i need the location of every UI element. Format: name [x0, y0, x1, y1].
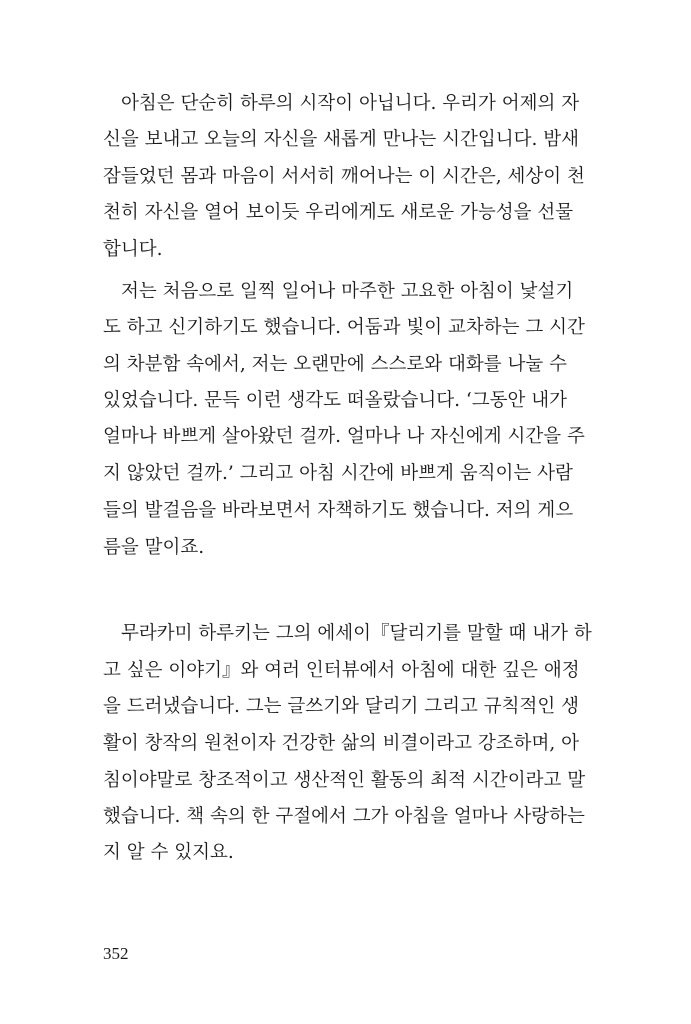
text-line: 침이야말로 창조적이고 생산적인 활동의 최적 시간이라고 말 — [103, 770, 586, 791]
text-line: 신을 보내고 오늘의 자신을 새롭게 만나는 시간입니다. 밤새 — [103, 129, 579, 150]
text-line: 얼마나 바쁘게 살아왔던 걸까. 얼마나 나 자신에게 시간을 주 — [103, 426, 585, 447]
text-line: 지 알 수 있지요. — [103, 842, 234, 863]
text-line: 들의 발걸음을 바라보면서 자책하기도 했습니다. 저의 게으 — [103, 500, 574, 521]
text-line: 름을 말이죠. — [103, 537, 205, 558]
text-line: 지 않았던 걸까.’ 그리고 아침 시간에 바쁘게 움직이는 사람 — [103, 463, 573, 484]
text-line: 했습니다. 책 속의 한 구절에서 그가 아침을 얼마나 사랑하는 — [103, 806, 585, 827]
text-line: 을 드러냈습니다. 그는 글쓰기와 달리기 그리고 규칙적인 생 — [103, 696, 579, 717]
text-line: 합니다. — [103, 239, 163, 260]
text-line: 도 하고 신기하기도 했습니다. 어둠과 빛이 교차하는 그 시간 — [103, 317, 585, 338]
text-line: 잠들었던 몸과 마음이 서서히 깨어나는 이 시간은, 세상이 천 — [103, 166, 585, 187]
text-line: 의 차분함 속에서, 저는 오랜만에 스스로와 대화를 나눌 수 — [103, 354, 567, 375]
text-line: 활이 창작의 원천이자 건강한 삶의 비결이라고 강조하며, 아 — [103, 733, 579, 754]
text-line: 고 싶은 이야기』와 여러 인터뷰에서 아침에 대한 깊은 애정 — [103, 660, 580, 681]
text-line: 있었습니다. 문득 이런 생각도 떠올랐습니다. ‘그동안 내가 — [103, 390, 567, 411]
text-line: 저는 처음으로 일찍 일어나 마주한 고요한 아침이 낯설기 — [121, 281, 574, 302]
page-number: 352 — [103, 944, 129, 963]
text-line: 무라카미 하루키는 그의 에세이『달리기를 말할 때 내가 하 — [121, 623, 592, 644]
text-line: 천히 자신을 열어 보이듯 우리에게도 새로운 가능성을 선물 — [103, 202, 574, 223]
text-line: 아침은 단순히 하루의 시작이 아닙니다. 우리가 어제의 자 — [121, 93, 580, 114]
